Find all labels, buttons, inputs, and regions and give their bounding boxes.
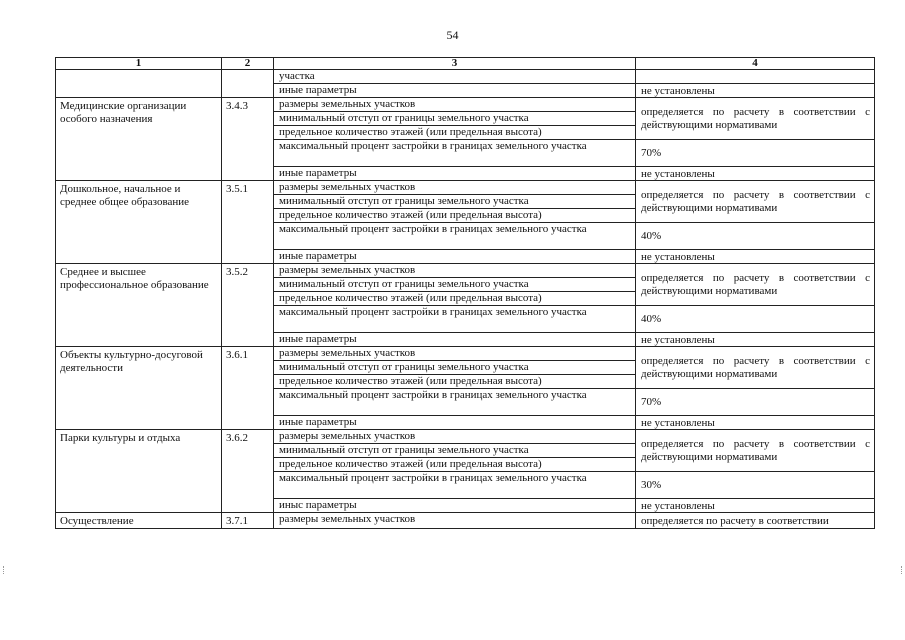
value-cell: определяется по расчету в соответствии с действующими нормативами bbox=[636, 264, 875, 306]
param-cell: максимальный процент застройки в границах земельного участка bbox=[274, 472, 636, 499]
page-number: 54 bbox=[446, 28, 459, 42]
table-row bbox=[56, 181, 875, 195]
param-cell: иныс параметры bbox=[274, 499, 636, 513]
param-cell: минимальный отступ от границы земельного участка bbox=[274, 112, 636, 126]
param-cell: размеры земельных участков bbox=[274, 98, 636, 112]
value-cell: не установлены bbox=[636, 333, 875, 347]
category-cell: Парки культуры и отдыха bbox=[56, 430, 222, 513]
margin-mark bbox=[901, 566, 903, 574]
category-cell bbox=[56, 70, 222, 98]
category-cell: Среднее и высшее профессиональное образование bbox=[56, 264, 222, 347]
param-cell: минимальный отступ от границы земельного участка bbox=[274, 278, 636, 292]
param-cell: предельное количество этажей (или предельная высота) bbox=[274, 126, 636, 140]
value-cell: не установлены bbox=[636, 499, 875, 513]
table-row bbox=[56, 264, 875, 278]
param-cell: иные параметры bbox=[274, 84, 636, 98]
table-row bbox=[56, 347, 875, 361]
percent-cell: 70% bbox=[636, 140, 875, 167]
param-cell: максимальный процент застройки в границах земельного участка bbox=[274, 306, 636, 333]
category-cell: Дошкольное, начальное и среднее общее образование bbox=[56, 181, 222, 264]
param-cell: иные параметры bbox=[274, 333, 636, 347]
param-cell: минимальный отступ от границы земельного участка bbox=[274, 195, 636, 209]
table-row bbox=[56, 98, 875, 112]
code-cell: 3.7.1 bbox=[222, 513, 274, 529]
value-cell: определяется по расчету в соответствии с действующими нормативами bbox=[636, 181, 875, 223]
param-cell: максимальный процент застройки в границах земельного участка bbox=[274, 223, 636, 250]
category-cell: Объекты культурно-досуговой деятельности bbox=[56, 347, 222, 430]
value-cell: не установлены bbox=[636, 250, 875, 264]
percent-cell: 40% bbox=[636, 223, 875, 250]
param-cell: предельное количество этажей (или предельная высота) bbox=[274, 458, 636, 472]
code-cell bbox=[222, 70, 274, 98]
margin-mark bbox=[3, 566, 5, 574]
param-cell: максимальный процент застройки в границах земельного участка bbox=[274, 389, 636, 416]
param-cell: участка bbox=[274, 70, 636, 84]
column-header: 2 bbox=[222, 58, 274, 70]
value-cell bbox=[636, 70, 875, 84]
param-cell: иные параметры bbox=[274, 250, 636, 264]
param-cell: предельное количество этажей (или предельная высота) bbox=[274, 375, 636, 389]
param-cell: максимальный процент застройки в границах земельного участка bbox=[274, 140, 636, 167]
header-row bbox=[56, 58, 875, 70]
table-row bbox=[56, 430, 875, 444]
value-cell: определяется по расчету в соответствии с действующими нормативами bbox=[636, 98, 875, 140]
value-cell: не установлены bbox=[636, 84, 875, 98]
code-cell: 3.5.1 bbox=[222, 181, 274, 264]
category-cell: Медицинские организации особого назначения bbox=[56, 98, 222, 181]
code-cell: 3.4.3 bbox=[222, 98, 274, 181]
param-cell: минимальный отступ от границы земельного участка bbox=[274, 444, 636, 458]
param-cell: иные параметры bbox=[274, 416, 636, 430]
column-header: 3 bbox=[274, 58, 636, 70]
param-cell: размеры земельных участков bbox=[274, 181, 636, 195]
table-row bbox=[56, 70, 875, 84]
param-cell: размеры земельных участков bbox=[274, 513, 636, 529]
column-header: 4 bbox=[636, 58, 875, 70]
param-cell: минимальный отступ от границы земельного участка bbox=[274, 361, 636, 375]
percent-cell: 30% bbox=[636, 472, 875, 499]
code-cell: 3.6.2 bbox=[222, 430, 274, 513]
param-cell: размеры земельных участков bbox=[274, 347, 636, 361]
value-cell: определяется по расчету в соответствии bbox=[636, 513, 875, 529]
percent-cell: 40% bbox=[636, 306, 875, 333]
param-cell: размеры земельных участков bbox=[274, 264, 636, 278]
param-cell: иные параметры bbox=[274, 167, 636, 181]
category-cell: Осуществление bbox=[56, 513, 222, 529]
table-row bbox=[56, 513, 875, 529]
column-header: 1 bbox=[56, 58, 222, 70]
code-cell: 3.6.1 bbox=[222, 347, 274, 430]
param-cell: размеры земельных участков bbox=[274, 430, 636, 444]
value-cell: определяется по расчету в соответствии с действующими нормативами bbox=[636, 347, 875, 389]
regulations-table bbox=[55, 57, 875, 529]
code-cell: 3.5.2 bbox=[222, 264, 274, 347]
param-cell: предельное количество этажей (или предельная высота) bbox=[274, 292, 636, 306]
value-cell: определяется по расчету в соответствии с действующими нормативами bbox=[636, 430, 875, 472]
param-cell: предельное количество этажей (или предельная высота) bbox=[274, 209, 636, 223]
percent-cell: 70% bbox=[636, 389, 875, 416]
value-cell: не установлены bbox=[636, 416, 875, 430]
value-cell: не установлены bbox=[636, 167, 875, 181]
